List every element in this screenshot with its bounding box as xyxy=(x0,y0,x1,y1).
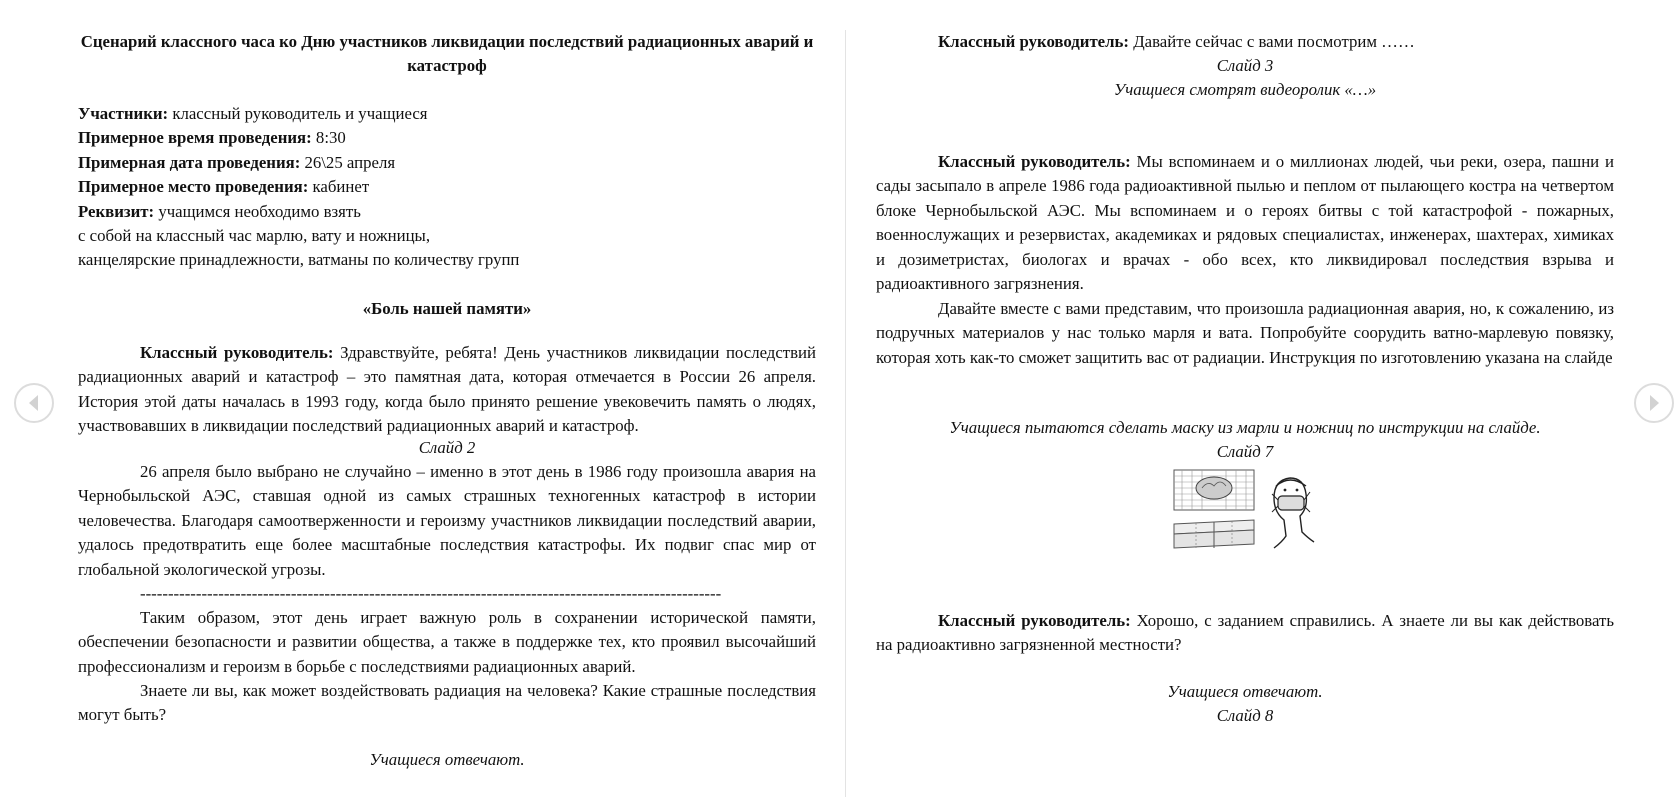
separator-line: -------------------------------------------------------------------------------------------------------- xyxy=(140,584,722,603)
document-title: Сценарий классного часа ко Дню участников ликвидации последствий радиационных аварий и катастроф xyxy=(80,32,814,76)
right-page xyxy=(846,0,1680,797)
teacher-line-contaminated-area: Классный руководитель: Хорошо, с заданием справились. А знаете ли вы как действовать на радиоактивно загрязненной местности? xyxy=(876,611,1615,655)
paragraph-mask-task: Давайте вместе с вами представим, что произошла радиационная авария, но, к сожалению, из подручных материалов у нас только марля и вата. Попробуйте соорудить ватно-марлевую повязку, которая хоть как-то сможет защитить вас от радиации. Инструкция по изготовлению указана на слайде xyxy=(876,299,1614,367)
next-page-button[interactable] xyxy=(1634,383,1674,423)
info-time: Примерное время проведения: 8:30 xyxy=(78,128,346,148)
gauze-bandage-illustration xyxy=(1172,468,1316,552)
info-date: Примерная дата проведения: 26\25 апреля xyxy=(78,152,396,172)
students-answer-left: Учащиеся отвечают. xyxy=(369,750,525,769)
slide-2-label: Слайд 2 xyxy=(418,438,476,457)
teacher-line-video: Классный руководитель: Давайте сейчас с вами посмотрим …… xyxy=(938,32,1415,51)
slide-8-label: Слайд 8 xyxy=(1216,706,1274,725)
info-place: Примерное место проведения: кабинет xyxy=(78,177,370,197)
chevron-left-icon xyxy=(26,394,42,412)
video-instruction: Учащиеся смотрят видеоролик «…» xyxy=(1113,80,1377,99)
previous-page-button[interactable] xyxy=(14,383,54,423)
info-block xyxy=(78,102,816,273)
info-participants: Участники: классный руководитель и учащиеся xyxy=(78,104,428,123)
info-props-extra-1: с собой на классный час марлю, вату и ножницы, xyxy=(78,226,431,246)
paragraph-chernobyl: 26 апреля было выбрано не случайно – именно в этот день в 1986 году произошла авария на Чернобыльской АЭС, ставшая одной из самых страшных техногенных катастроф в истории человечества. Благодаря самоотверженности и героизму участников ликвидации последствий аварии, удалось предотвратить еще более масштабные последствия катастрофы. Их подвиг спас мир от глобальной экологической угрозы. xyxy=(78,462,816,579)
slide-3-label: Слайд 3 xyxy=(1216,56,1274,75)
paragraph-remembrance: Классный руководитель: Мы вспоминаем и о миллионах людей, чьи реки, озера, пашни и сады засыпало в апреле 1986 года радиоактивной пылью и пеплом от пылающего костра на четвертом блоке Чернобыльской АЭС. Мы вспоминаем и о героях битвы с той катастрофой - пожарных, военнослужащих и резервистах, академиках и рядовых специалистах, инженерах, шахтерах, химиках и дозиметристах, биологах и врачах - обо всех, кто ликвидировал последствия взрыва и радиоактивного загрязнения. xyxy=(876,152,1614,294)
info-props-extra-2: канцелярские принадлежности, ватманы по количеству групп xyxy=(78,250,520,270)
paragraph-intro: Классный руководитель: Здравствуйте, ребята! День участников ликвидации последствий радиационных аварий и катастроф – это памятная дата, которая отмечается в России 26 апреля. История этой даты началась в 1993 году, когда было принято решение увековечить память о людях, участвовавших в ликвидации последствий радиационных аварий и катастроф. xyxy=(78,343,816,436)
section-title: «Боль нашей памяти» xyxy=(362,299,532,318)
slide-7-label: Слайд 7 xyxy=(1216,442,1274,461)
mask-task-instruction: Учащиеся пытаются сделать маску из марли и ножниц по инструкции на слайде. xyxy=(949,418,1541,437)
info-props: Реквизит: учащимся необходимо взять xyxy=(78,201,361,221)
speaker-label: Классный руководитель: xyxy=(140,343,334,362)
students-answer-right: Учащиеся отвечают. xyxy=(1167,682,1323,701)
paragraph-memory: Таким образом, этот день играет важную роль в сохранении исторической памяти, обеспечении безопасности и развитии общества, а также в поддержке тех, кто проявил высочайший профессионализм и героизм в борьбе с последствиями радиационных аварий. xyxy=(78,608,816,676)
chevron-right-icon xyxy=(1646,394,1662,412)
paragraph-question: Знаете ли вы, как может воздействовать радиация на человека? Какие страшные последствия могут быть? xyxy=(78,681,816,725)
